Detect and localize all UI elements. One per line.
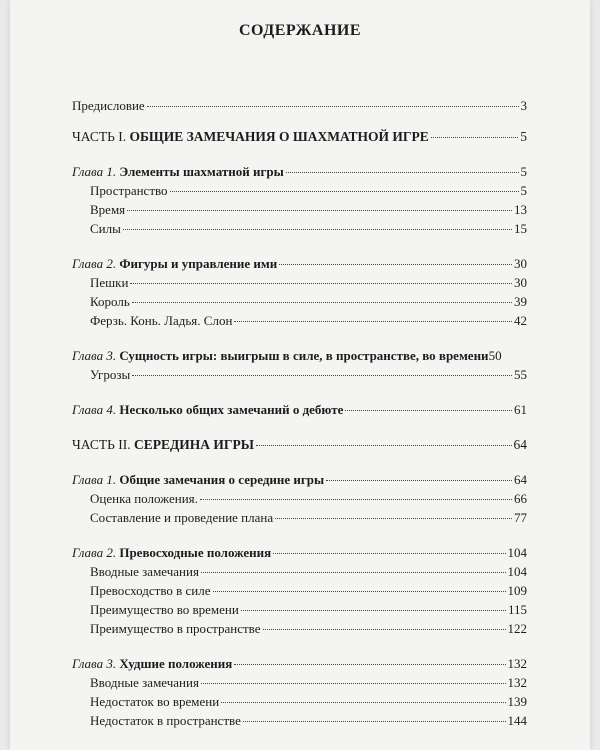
toc-section xyxy=(72,200,527,219)
chapter-title: Превосходные положения xyxy=(119,545,272,560)
toc-section xyxy=(72,181,527,200)
toc-section xyxy=(72,600,527,619)
dot-leader xyxy=(263,629,506,630)
book-page xyxy=(10,0,590,750)
part-prefix: ЧАСТЬ I. xyxy=(72,129,127,144)
dot-leader xyxy=(201,683,506,684)
toc-chapter xyxy=(72,162,527,181)
chapter-title: Худшие положения xyxy=(119,656,233,671)
page-number: 109 xyxy=(507,583,527,598)
page-number: 15 xyxy=(514,221,527,236)
dot-leader xyxy=(243,721,506,722)
toc-section xyxy=(72,581,527,600)
section-title: Вводные замечания xyxy=(90,564,199,579)
toc-section xyxy=(72,311,527,330)
page-number: 5 xyxy=(520,129,527,144)
section-title: Король xyxy=(90,294,130,309)
chapter-title: Несколько общих замечаний о дебюте xyxy=(119,402,344,417)
dot-leader xyxy=(170,191,519,192)
chapter-title: Фигуры и управление ими xyxy=(119,256,278,271)
chapter-number: Глава 1. xyxy=(72,164,117,179)
section-title: Пешки xyxy=(90,275,129,290)
page-number: 132 xyxy=(507,656,527,671)
section-title: Оценка положения. xyxy=(90,491,198,506)
part-prefix: ЧАСТЬ II. xyxy=(72,437,131,452)
dot-leader xyxy=(275,518,512,519)
chapter-number: Глава 2. xyxy=(72,256,117,271)
chapter-title: Элементы шахматной игры xyxy=(119,164,284,179)
dot-leader xyxy=(147,106,519,107)
section-title: Пространство xyxy=(90,183,168,198)
page-number: 64 xyxy=(514,472,527,487)
page-number: 61 xyxy=(514,402,527,417)
part-title: ОБЩИЕ ЗАМЕЧАНИЯ О ШАХМАТНОЙ ИГРЕ xyxy=(129,129,429,144)
dot-leader xyxy=(234,321,512,322)
toc-section xyxy=(72,619,527,638)
toc-section xyxy=(72,292,527,311)
table-of-contents xyxy=(72,96,527,730)
toc-chapter xyxy=(72,400,527,419)
section-title: Силы xyxy=(90,221,121,236)
dot-leader xyxy=(279,264,512,265)
toc-part-2 xyxy=(72,435,527,454)
page-number: 30 xyxy=(514,256,527,271)
dot-leader xyxy=(273,553,505,554)
chapter-number: Глава 3. xyxy=(72,348,117,363)
toc-chapter xyxy=(72,470,527,489)
toc-section xyxy=(72,365,527,384)
chapter-title: Общие замечания о середине игры xyxy=(119,472,325,487)
page-number: 13 xyxy=(514,202,527,217)
toc-section xyxy=(72,673,527,692)
toc-section xyxy=(72,711,527,730)
section-title: Преимущество в пространстве xyxy=(90,621,261,636)
dot-leader xyxy=(345,410,512,411)
chapter-title: Сущность игры: выигрыш в силе, в пространстве, во времени xyxy=(119,348,489,363)
page-number: 104 xyxy=(507,545,527,560)
toc-chapter xyxy=(72,346,527,365)
chapter-number: Глава 3. xyxy=(72,656,117,671)
page-number: 39 xyxy=(514,294,527,309)
page-number: 122 xyxy=(507,621,527,636)
section-title: Превосходство в силе xyxy=(90,583,211,598)
dot-leader xyxy=(201,572,506,573)
dot-leader xyxy=(241,610,506,611)
section-title: Недостаток во времени xyxy=(90,694,220,709)
chapter-number: Глава 4. xyxy=(72,402,117,417)
entry-label: Предисловие xyxy=(72,98,145,113)
section-title: Время xyxy=(90,202,126,217)
toc-section xyxy=(72,562,527,581)
page-number: 55 xyxy=(514,367,527,382)
toc-part-1 xyxy=(72,127,527,146)
page-number: 104 xyxy=(507,564,527,579)
toc-section xyxy=(72,692,527,711)
section-title: Преимущество во времени xyxy=(90,602,239,617)
page-number: 5 xyxy=(520,183,527,198)
toc-section xyxy=(72,489,527,508)
toc-section xyxy=(72,508,527,527)
toc-chapter xyxy=(72,654,527,673)
section-title: Составление и проведение плана xyxy=(90,510,274,525)
dot-leader xyxy=(200,499,512,500)
chapter-number: Глава 2. xyxy=(72,545,117,560)
dot-leader xyxy=(234,664,505,665)
page-number: 30 xyxy=(514,275,527,290)
page-number: 77 xyxy=(514,510,527,525)
part-title: СЕРЕДИНА ИГРЫ xyxy=(133,437,254,452)
dot-leader xyxy=(132,302,512,303)
section-title: Ферзь. Конь. Ладья. Слон xyxy=(90,313,233,328)
section-title: Угрозы xyxy=(90,367,131,382)
dot-leader xyxy=(130,283,512,284)
dot-leader xyxy=(286,172,519,173)
toc-section xyxy=(72,219,527,238)
dot-leader xyxy=(326,480,512,481)
toc-chapter xyxy=(72,543,527,562)
dot-leader xyxy=(221,702,505,703)
toc-chapter xyxy=(72,254,527,273)
dot-leader xyxy=(213,591,506,592)
dot-leader xyxy=(431,137,519,138)
page-title: СОДЕРЖАНИЕ xyxy=(238,22,362,39)
chapter-number: Глава 1. xyxy=(72,472,117,487)
section-title: Вводные замечания xyxy=(90,675,199,690)
page-number: 132 xyxy=(507,675,527,690)
dot-leader xyxy=(123,229,512,230)
section-title: Недостаток в пространстве xyxy=(90,713,241,728)
page-number: 50 xyxy=(488,348,502,363)
page-number: 144 xyxy=(507,713,527,728)
dot-leader xyxy=(132,375,512,376)
dot-leader xyxy=(256,445,512,446)
page-number: 66 xyxy=(514,491,527,506)
page-number: 3 xyxy=(520,98,527,113)
dot-leader xyxy=(127,210,512,211)
page-number: 115 xyxy=(507,602,527,617)
page-number: 42 xyxy=(514,313,527,328)
page-number: 5 xyxy=(520,164,527,179)
toc-preface xyxy=(72,96,527,115)
toc-section xyxy=(72,273,527,292)
page-number: 139 xyxy=(507,694,527,709)
page-number: 64 xyxy=(513,437,527,452)
